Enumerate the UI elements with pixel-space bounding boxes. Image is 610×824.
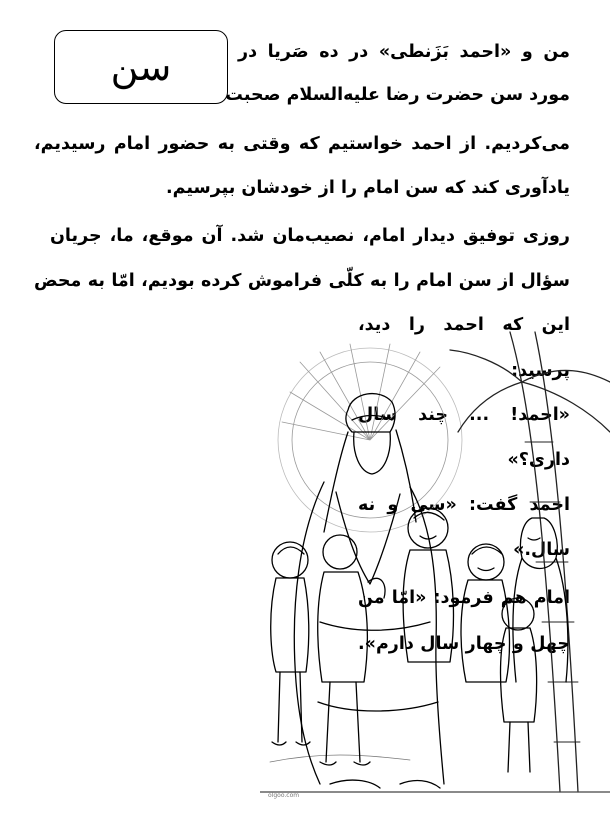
credit-text: olgoo.com — [268, 792, 300, 799]
text-line: مورد سن حضرت رضا علیه‌السلام صحبت — [225, 85, 570, 105]
illustration-imam-with-children — [260, 322, 610, 802]
text-line: احمد گفت: «سی و نه — [358, 495, 570, 515]
text-line: «احمد! ... چند سال — [358, 405, 570, 425]
text-line: چهل و چهار سال دارم». — [358, 634, 570, 654]
text-line: امام هم فرمود: «امّا من — [358, 588, 570, 608]
text-line: این که احمد را دید، — [358, 315, 570, 335]
text-line: می‌کردیم. از احمد خواستیم که وقتی به حضور امام رسیدیم، — [34, 134, 570, 154]
text-line: من و «احمد بَزَنطی» در ده صَریا در — [238, 42, 570, 62]
text-line: داری؟» — [507, 450, 570, 470]
title-box — [54, 30, 228, 104]
text-line: پرسید: — [511, 361, 570, 381]
text-line: روزی توفیق دیدار امام، نصیب‌مان شد. آن موقع، ما، جریان — [50, 226, 570, 246]
text-line: سال.» — [513, 540, 570, 560]
page-title: سن — [110, 45, 172, 89]
text-line: یادآوری کند که سن امام را از خودشان بپرسیم. — [165, 178, 570, 198]
text-line: سؤال از سن امام را به کلّی فراموش کرده بودیم، امّا به محض — [34, 271, 570, 291]
